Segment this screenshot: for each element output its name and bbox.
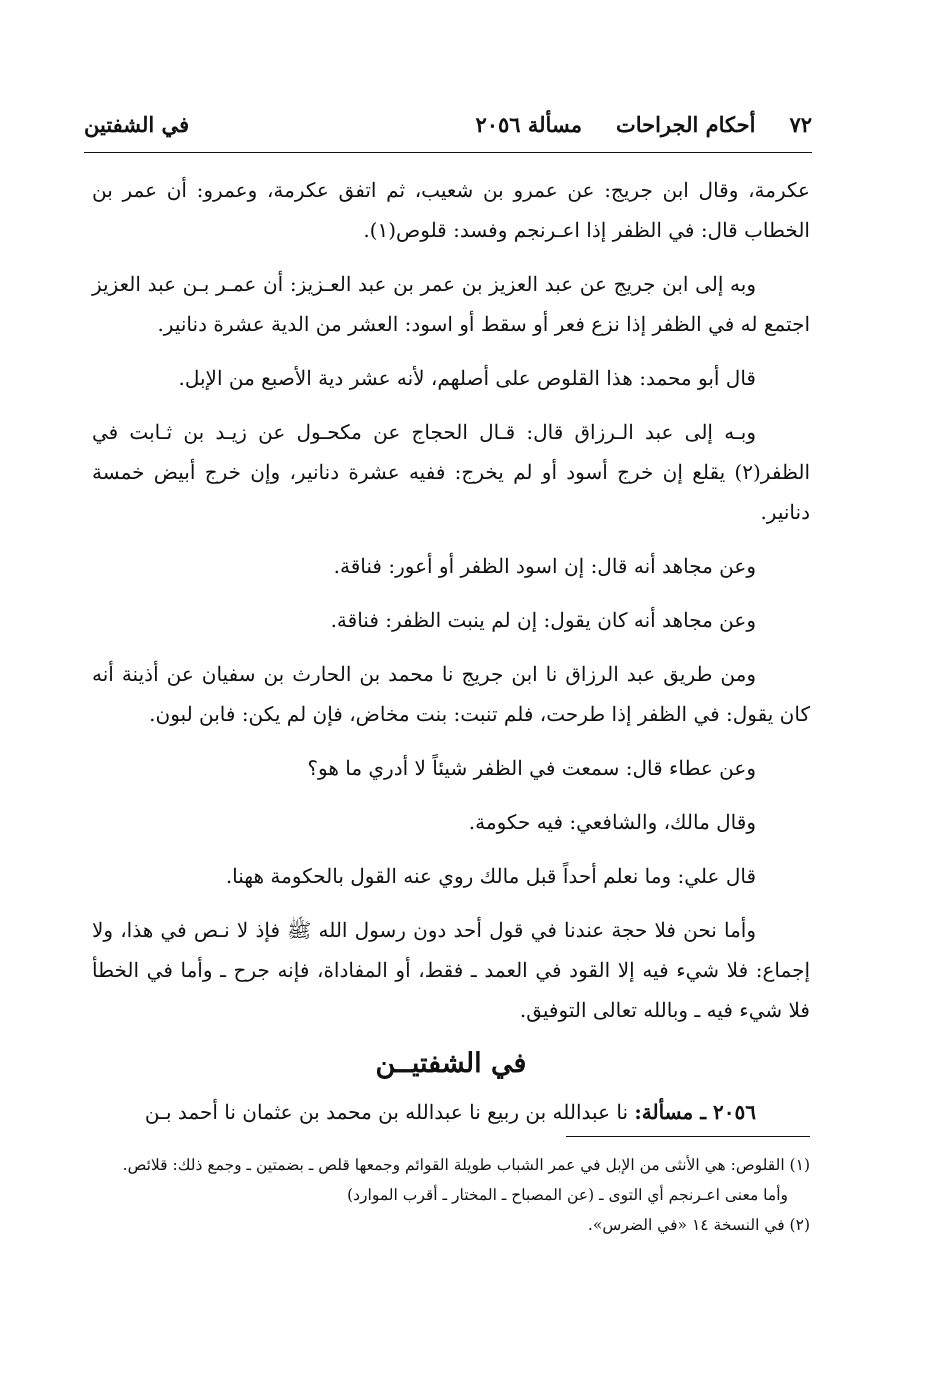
issue-number: ٢٠٥٦ ـ مسألة: (634, 1100, 756, 1124)
footnote-2: (٢) في النسخة ١٤ «في الضرس». (587, 1216, 810, 1234)
issue-paragraph (92, 1092, 810, 1132)
header-divider (84, 152, 812, 153)
paragraph: وعن مجاهد أنه قال: إن اسود الظفر أو أعور: فناقة. (333, 554, 756, 578)
footnote-1: (١) القلوص: هي الأنثى من الإبل في عمر الشباب طويلة القوائم وجمعها قلص ـ بضمتين ـ وجمع ذلك: قلائص. (122, 1156, 810, 1174)
issue-label: مسألة ٢٠٥٦ (475, 112, 582, 137)
issue-text: نا عبدالله بن ربيع نا عبدالله بن محمد بن عثمان نا أحمد بـن (144, 1100, 629, 1124)
paragraph: وأما نحن فلا حجة عندنا في قول أحد دون رسول الله ﷺ فإذ لا نـص في هذا، ولا إجماع: فلا شيء فيه إلا القود في العمد ـ فقط، أو المفاداة، فإنه جرح ـ وأما في الخطأ فلا شيء فيه ـ وبالله تعالى التوفيق. (92, 918, 810, 1022)
paragraph: قال أبو محمد: هذا القلوص على أصلهم، لأنه عشر دية الأصبع من الإبل. (178, 366, 756, 390)
footnotes (92, 1150, 810, 1240)
header-topic: في الشفتين (84, 112, 190, 137)
paragraph: وبه إلى ابن جريج عن عبد العزيز بن عمر بن عبد العـزيز: أن عمـر بـن عبد العزيز اجتمع له في الظفر إذا نزع فعر أو سقط أو اسود: العشر من الدية عشرة دنانير. (92, 272, 810, 336)
footnote-divider (566, 1136, 810, 1137)
paragraph: عكرمة، وقال ابن جريج: عن عمرو بن شعيب، ثم اتفق عكرمة، وعمرو: أن عمر بن الخطاب قال: في الظفر إذا اعـرنجم وفسد: قلوص(١). (92, 178, 810, 242)
book-title: أحكام الجراحات (615, 112, 756, 137)
paragraph: وعن عطاء قال: سمعت في الظفر شيئاً لا أدري ما هو؟ (307, 756, 756, 780)
paragraph: ومن طريق عبد الرزاق نا ابن جريج نا محمد بن الحارث بن سفيان عن أذينة أنه كان يقول: في الظفر إذا طرحت، فلم تنبت: بنت مخاض، فإن لم يكن: فابن لبون. (92, 662, 810, 726)
page-number: ٧٢ (789, 112, 812, 137)
main-text (92, 170, 810, 1132)
paragraph: وعن مجاهد أنه كان يقول: إن لم ينبت الظفر: فناقة. (330, 608, 756, 632)
running-header (84, 112, 812, 148)
header-title-group (475, 112, 812, 137)
paragraph: قال علي: وما نعلم أحداً قبل مالك روي عنه القول بالحكومة ههنا. (225, 864, 756, 888)
paragraph: وبـه إلى عبد الـرزاق قال: قـال الحجاج عن مكحـول عن زيـد بن ثـابت في الظفر(٢) يقلع إن خرج أسود أو لم يخرج: ففيه عشرة دنانير، وإن خرج أبيض خمسة دنانير. (92, 420, 810, 524)
section-heading: في الشفتيــن (375, 1048, 527, 1079)
footnote-1-continued: وأما معنى اعـرنجم أي التوى ـ (عن المصباح ـ المختار ـ أقرب الموارد) (347, 1186, 788, 1204)
paragraph: وقال مالك، والشافعي: فيه حكومة. (468, 810, 756, 834)
